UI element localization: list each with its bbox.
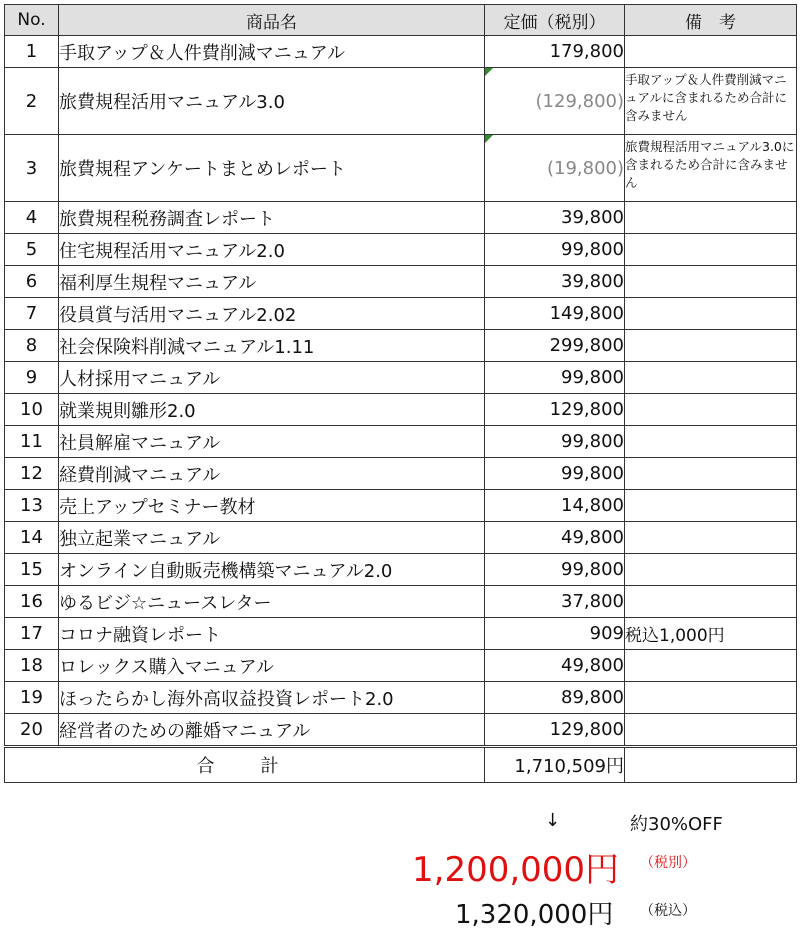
row-product-name: 旅費規程税務調査レポート [59,202,485,234]
row-note [625,714,797,747]
table-row [5,650,797,682]
row-note [625,394,797,426]
table-row [5,458,797,490]
row-price-value: 39,800 [561,271,624,292]
row-no: 12 [5,458,59,490]
table-row [5,298,797,330]
table-row [5,362,797,394]
price-ex-tax: 1,200,000円 [412,850,620,890]
row-note [625,522,797,554]
row-price [485,458,625,490]
row-price-value: 14,800 [561,495,624,516]
row-product-name: ほったらかし海外高収益投資レポート2.0 [59,682,485,714]
row-no: 8 [5,330,59,362]
comment-marker-icon [485,68,493,76]
row-price-value: (19,800) [546,157,624,179]
row-note [625,298,797,330]
row-note [625,330,797,362]
row-product-name: 役員賞与活用マニュアル2.02 [59,298,485,330]
row-product-name: オンライン自動販売機構築マニュアル2.0 [59,554,485,586]
row-price-value: 129,800 [549,399,624,420]
row-price [485,266,625,298]
table-row [5,135,797,202]
row-price [485,362,625,394]
row-product-name: 経営者のための離婚マニュアル [59,714,485,747]
table-row [5,586,797,618]
table-row [5,490,797,522]
row-price [485,618,625,650]
row-price [485,522,625,554]
header-price: 定価（税別） [485,5,625,36]
row-product-name: ゆるビジ☆ニュースレター [59,586,485,618]
row-note [625,426,797,458]
row-price [485,135,625,202]
header-name: 商品名 [59,5,485,36]
row-product-name: ロレックス購入マニュアル [59,650,485,682]
row-product-name: 手取アップ＆人件費削減マニュアル [59,36,485,68]
row-price-value: 49,800 [561,527,624,548]
row-note: 手取アップ＆人件費削減マニュアルに含まれるため合計に含みません [625,68,797,135]
row-product-name: 旅費規程アンケートまとめレポート [59,135,485,202]
row-product-name: コロナ融資レポート [59,618,485,650]
row-price-value: 99,800 [561,367,624,388]
table-row [5,714,797,747]
down-arrow-icon: ↓ [545,810,561,831]
price-in-tax: 1,320,000円 [455,900,614,930]
table-row [5,330,797,362]
header-no: No. [5,5,59,36]
table-row [5,266,797,298]
row-price [485,650,625,682]
row-price-value: 909 [589,623,624,644]
comment-marker-icon [485,135,493,143]
row-no: 2 [5,68,59,135]
table-row [5,554,797,586]
row-note [625,266,797,298]
row-note [625,682,797,714]
price-table [4,4,797,783]
row-price [485,586,625,618]
row-price [485,394,625,426]
row-price [485,714,625,747]
total-note [625,747,797,783]
table-row [5,394,797,426]
row-price-value: 99,800 [561,559,624,580]
row-no: 4 [5,202,59,234]
row-product-name: 就業規則雛形2.0 [59,394,485,426]
row-no: 3 [5,135,59,202]
row-product-name: 人材採用マニュアル [59,362,485,394]
row-price-value: 89,800 [561,687,624,708]
row-product-name: 経費削減マニュアル [59,458,485,490]
row-price-value: 149,800 [549,303,624,324]
row-product-name: 売上アップセミナー教材 [59,490,485,522]
price-in-tax-label: （税込） [640,903,696,919]
row-price-value: 179,800 [549,41,624,62]
row-note: 旅費規程活用マニュアル3.0に含まれるため合計に含みません [625,135,797,202]
table-row [5,36,797,68]
row-product-name: 旅費規程活用マニュアル3.0 [59,68,485,135]
row-no: 15 [5,554,59,586]
total-label: 合 計 [5,747,485,783]
row-price-value: 99,800 [561,431,624,452]
row-price [485,554,625,586]
row-no: 9 [5,362,59,394]
row-product-name: 福利厚生規程マニュアル [59,266,485,298]
row-no: 7 [5,298,59,330]
row-note [625,362,797,394]
row-no: 13 [5,490,59,522]
row-price-value: 37,800 [561,591,624,612]
table-row [5,234,797,266]
row-price-value: 299,800 [549,335,624,356]
row-price [485,234,625,266]
row-price [485,202,625,234]
row-product-name: 住宅規程活用マニュアル2.0 [59,234,485,266]
row-note [625,36,797,68]
row-note [625,234,797,266]
total-row [5,747,797,783]
total-value: 1,710,509円 [485,747,625,783]
row-price-value: 99,800 [561,463,624,484]
table-row [5,68,797,135]
row-no: 5 [5,234,59,266]
row-product-name: 社会保険料削減マニュアル1.11 [59,330,485,362]
row-price [485,682,625,714]
row-note [625,202,797,234]
row-no: 1 [5,36,59,68]
row-product-name: 独立起業マニュアル [59,522,485,554]
table-row [5,618,797,650]
row-note [625,650,797,682]
row-price [485,298,625,330]
table-row [5,682,797,714]
row-note [625,458,797,490]
row-note [625,490,797,522]
row-note: 税込1,000円 [625,618,797,650]
row-no: 10 [5,394,59,426]
row-no: 17 [5,618,59,650]
row-no: 11 [5,426,59,458]
row-no: 16 [5,586,59,618]
row-no: 19 [5,682,59,714]
row-note [625,586,797,618]
row-price [485,426,625,458]
header-note: 備 考 [625,5,797,36]
row-no: 6 [5,266,59,298]
row-note [625,554,797,586]
price-ex-tax-label: （税別） [640,855,696,871]
row-price [485,330,625,362]
row-no: 18 [5,650,59,682]
discount-label: 約30%OFF [630,814,723,835]
row-price-value: 129,800 [549,719,624,740]
row-no: 14 [5,522,59,554]
row-product-name: 社員解雇マニュアル [59,426,485,458]
row-price-value: 39,800 [561,207,624,228]
row-no: 20 [5,714,59,747]
table-header-row [5,5,797,36]
row-price [485,490,625,522]
table-row [5,522,797,554]
row-price-value: 49,800 [561,655,624,676]
row-price-value: (129,800) [535,90,624,112]
row-price-value: 99,800 [561,239,624,260]
row-price [485,68,625,135]
table-row [5,426,797,458]
row-price [485,36,625,68]
table-row [5,202,797,234]
